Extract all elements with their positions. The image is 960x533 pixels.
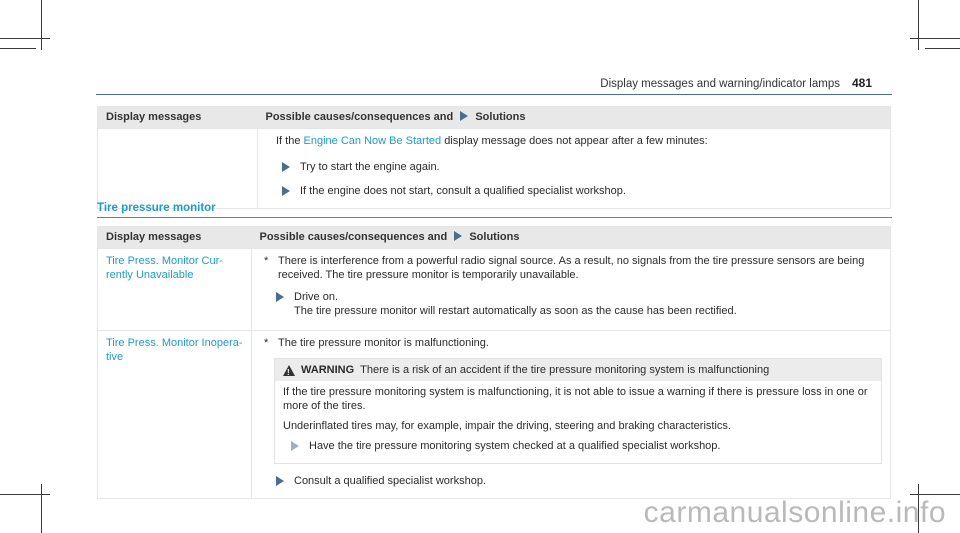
warning-heading: There is a risk of an accident if the tire pressure monitoring system is malfunctioning [360, 364, 770, 376]
message-line: rently Unavailable [106, 269, 194, 281]
warning-triangle-icon [283, 365, 295, 376]
running-head [600, 76, 872, 90]
col-header-causes [252, 227, 891, 249]
asterisk-icon: * [264, 255, 269, 267]
cause-item [260, 254, 882, 282]
section-rule [97, 217, 892, 218]
table-header-row [98, 107, 891, 129]
warning-label: WARNING [301, 364, 355, 376]
step-note: The tire pressure monitor will restart automatically as soon as the cause has been rectified. [294, 305, 737, 317]
message-cell [98, 331, 252, 499]
message-line: Tire Press. Monitor Cur- [106, 255, 223, 267]
causes-cell [252, 331, 891, 499]
step-text: Drive on. [294, 291, 339, 303]
display-messages-table-continued [97, 106, 891, 209]
section-title: Tire pressure monitor [97, 202, 216, 214]
arrow-icon [291, 441, 299, 451]
cause-item [260, 336, 882, 350]
arrow-icon [282, 162, 290, 172]
step-item [282, 184, 882, 198]
crop-mark [918, 0, 919, 50]
arrow-icon [276, 476, 284, 486]
step-text: If the engine does not start, consult a qualified specialist workshop. [300, 185, 626, 197]
col-header-causes-prefix: Possible causes/consequences and [265, 111, 454, 123]
col-header-display-messages: Display messages [98, 107, 258, 129]
crop-mark [41, 484, 42, 533]
step-text: Try to start the engine again. [300, 161, 440, 173]
col-header-causes-suffix: Solutions [475, 111, 526, 123]
intro-text [266, 134, 882, 148]
step-text: Consult a qualified specialist workshop. [294, 475, 486, 487]
causes-cell [252, 249, 891, 331]
step-block [294, 290, 737, 318]
intro-suffix: display message does not appear after a few minutes: [444, 135, 708, 147]
crop-mark [0, 38, 50, 39]
col-header-causes-suffix: Solutions [469, 231, 520, 243]
crop-mark [0, 494, 50, 495]
causes-cell [258, 129, 891, 209]
warning-body [275, 381, 881, 463]
step-item [282, 160, 882, 174]
table-row [98, 249, 891, 331]
table-row [98, 331, 891, 499]
message-cell [98, 249, 252, 331]
arrow-icon [282, 186, 290, 196]
warning-paragraph: Underinflated tires may, for example, impair the driving, steering and braking characteristics. [283, 420, 731, 432]
watermark: carmanualsonline.info [643, 496, 946, 529]
warning-paragraph: If the tire pressure monitoring system is malfunctioning, it is not able to issue a warning if there is pressure loss in one or more of the tires. [283, 386, 868, 412]
step-item [276, 290, 882, 318]
display-message-name: Engine Can Now Be Started [303, 135, 442, 147]
warning-step-text: Have the tire pressure monitoring system checked at a qualified specialist workshop. [309, 440, 721, 452]
cause-text: The tire pressure monitor is malfunctioning. [278, 337, 489, 349]
message-line: tive [106, 351, 124, 363]
crop-mark [925, 48, 960, 49]
cause-text: There is interference from a powerful radio signal source. As a result, no signals from the tire pressure sensors are being received. The tire pressure monitor is temporarily unavailable. [278, 255, 865, 281]
crop-mark [41, 0, 42, 50]
header-rule [96, 94, 892, 95]
arrow-icon [460, 111, 468, 121]
page-number: 481 [851, 76, 872, 90]
arrow-icon [276, 292, 284, 302]
warning-step-item [291, 439, 873, 453]
table-row [98, 129, 891, 209]
message-cell [98, 129, 258, 209]
warning-header [275, 359, 881, 381]
col-header-causes-prefix: Possible causes/consequences and [259, 231, 448, 243]
intro-prefix: If the [276, 135, 301, 147]
col-header-display-messages: Display messages [98, 227, 252, 249]
asterisk-icon: * [264, 337, 269, 349]
tire-pressure-table [97, 226, 891, 499]
running-head-title: Display messages and warning/indicator lamps [600, 78, 840, 90]
message-line: Tire Press. Monitor Inopera- [106, 337, 243, 349]
table-header-row [98, 227, 891, 249]
warning-box [274, 358, 882, 464]
col-header-causes [258, 107, 891, 129]
step-item [276, 474, 882, 488]
arrow-icon [454, 231, 462, 241]
crop-mark [0, 48, 36, 49]
